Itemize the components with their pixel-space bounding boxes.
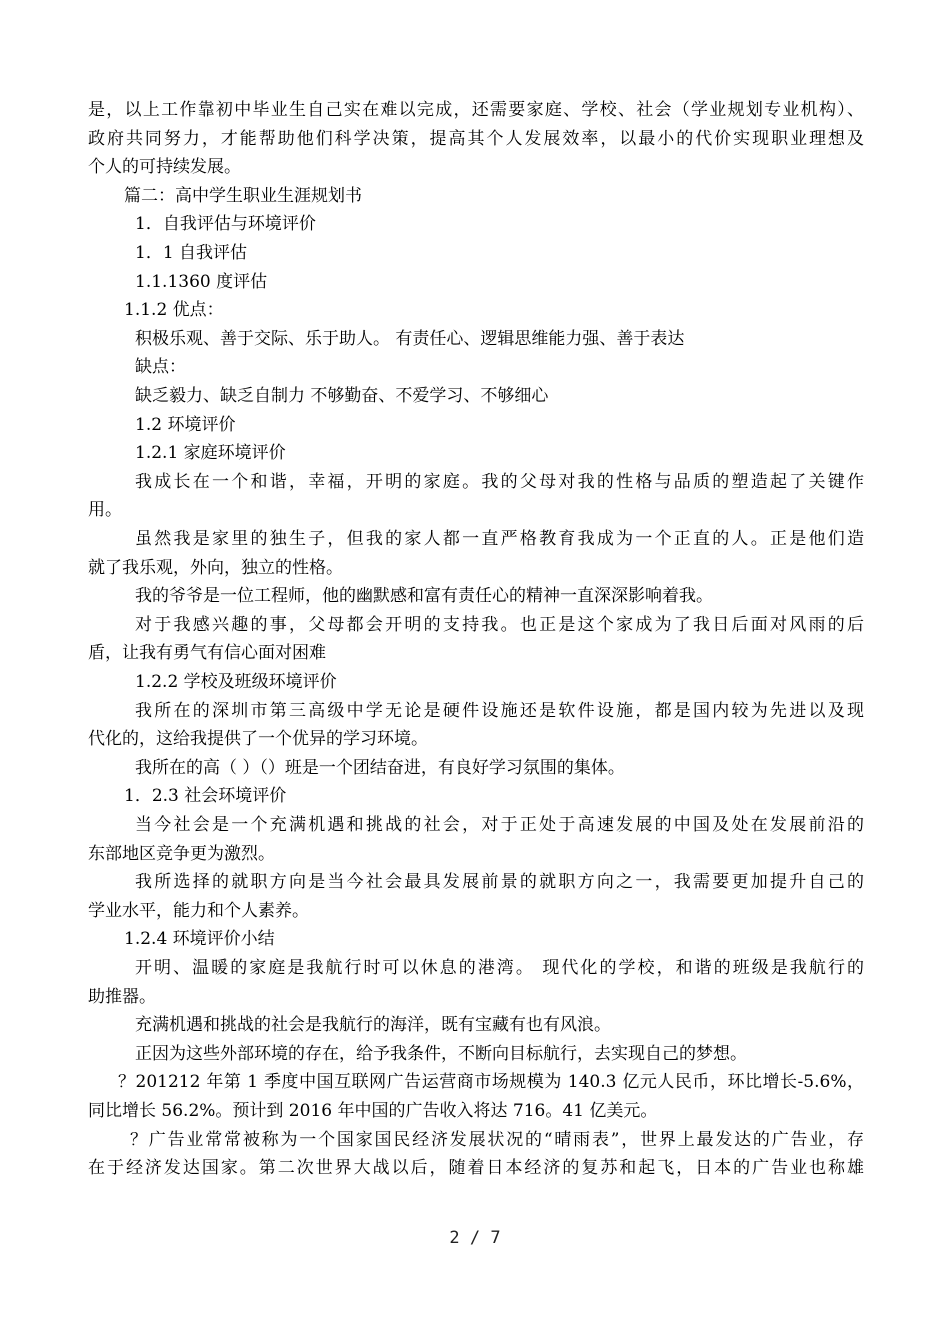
paragraph-line: 缺点： bbox=[135, 357, 186, 378]
section-heading: 篇二：高中学生职业生涯规划书 bbox=[124, 185, 362, 206]
subsection-heading: 1.2.2 学校及班级环境评价 bbox=[135, 672, 337, 692]
paragraph-line: 当今社会是一个充满机遇和挑战的社会，对于正处于高速发展的中国及处在发展前沿的 bbox=[135, 815, 864, 835]
paragraph-line: 用。 bbox=[88, 500, 122, 521]
paragraph-line: 我所在的高（ ）（）班是一个团结奋进，有良好学习氛围的集体。 bbox=[135, 757, 625, 778]
paragraph-line: 同比增长 56.2%。预计到 2016 年中国的广告收入将达 716。41 亿美元。 bbox=[88, 1101, 658, 1121]
page-number: 2 / 7 bbox=[449, 1228, 501, 1248]
paragraph-line: 正因为这些外部环境的存在，给予我条件，不断向目标航行，去实现自己的梦想。 bbox=[135, 1043, 747, 1064]
paragraph-line: 学业水平，能力和个人素养。 bbox=[88, 900, 309, 921]
paragraph-line: 对于我感兴趣的事，父母都会开明的支持我。也正是这个家成为了我日后面对风雨的后 bbox=[135, 614, 864, 635]
paragraph-line: 我所选择的就职方向是当今社会最具发展前景的就职方向之一，我需要更加提升自己的 bbox=[135, 872, 864, 893]
paragraph-line: 我成长在一个和谐，幸福，开明的家庭。我的父母对我的性格与品质的塑造起了关键作 bbox=[135, 471, 864, 492]
subsection-heading: 1.1.1360 度评估 bbox=[135, 271, 268, 292]
section-heading: 1．自我评估与环境评价 bbox=[135, 214, 316, 235]
subsection-heading: 1.2.4 环境评价小结 bbox=[124, 929, 275, 950]
subsection-heading: 1.2.1 家庭环境评价 bbox=[135, 443, 286, 464]
paragraph-line: 代化的，这给我提供了一个优异的学习环境。 bbox=[88, 729, 428, 750]
paragraph-line: 虽然我是家里的独生子，但我的家人都一直严格教育我成为一个正直的人。正是他们造 bbox=[135, 529, 864, 549]
paragraph-line: 政府共同努力，才能帮助他们科学决策，提高其个人发展效率，以最小的代价实现职业理想及 bbox=[88, 128, 864, 149]
paragraph-line: 充满机遇和挑战的社会是我航行的海洋，既有宝藏有也有风浪。 bbox=[135, 1015, 611, 1036]
paragraph-line: 盾，让我有勇气有信心面对困难 bbox=[88, 643, 326, 664]
subsection-heading: 1.2 环境评价 bbox=[135, 414, 236, 435]
paragraph-line: ？201212 年第 1 季度中国互联网广告运营商市场规模为 140.3 亿元人民币，环比增长-5.6%， bbox=[118, 1072, 864, 1093]
subsection-heading: 1.1.2 优点： bbox=[124, 300, 224, 321]
paragraph-line: 我所在的深圳市第三高级中学无论是硬件设施还是软件设施，都是国内较为先进以及现 bbox=[135, 700, 864, 721]
paragraph-line: 在于经济发达国家。第二次世界大战以后，随着日本经济的复苏和起飞，日本的广告业也称雄 bbox=[88, 1158, 864, 1179]
paragraph-line: 积极乐观、善于交际、乐于助人。 有责任心、逻辑思维能力强、善于表达 bbox=[135, 328, 685, 349]
subsection-heading: 1．1 自我评估 bbox=[135, 243, 248, 263]
paragraph-line: 助推器。 bbox=[88, 986, 156, 1007]
paragraph-line: 是，以上工作靠初中毕业生自己实在难以完成，还需要家庭、学校、社会（学业规划专业机构）、 bbox=[88, 100, 864, 120]
paragraph-line: 缺乏毅力、缺乏自制力 不够勤奋、不爱学习、不够细心 bbox=[135, 386, 549, 406]
paragraph-line: 开明、温暖的家庭是我航行时可以休息的港湾。 现代化的学校，和谐的班级是我航行的 bbox=[135, 958, 864, 978]
paragraph-line: ？广告业常常被称为一个国家国民经济发展状况的“晴雨表”，世界上最发达的广告业，存 bbox=[130, 1129, 864, 1150]
paragraph-line: 个人的可持续发展。 bbox=[88, 157, 241, 178]
paragraph-line: 就了我乐观，外向，独立的性格。 bbox=[88, 557, 343, 578]
subsection-heading: 1．2.3 社会环境评价 bbox=[124, 786, 287, 807]
paragraph-line: 东部地区竞争更为激烈。 bbox=[88, 843, 275, 864]
paragraph-line: 我的爷爷是一位工程师，他的幽默感和富有责任心的精神一直深深影响着我。 bbox=[135, 586, 713, 607]
